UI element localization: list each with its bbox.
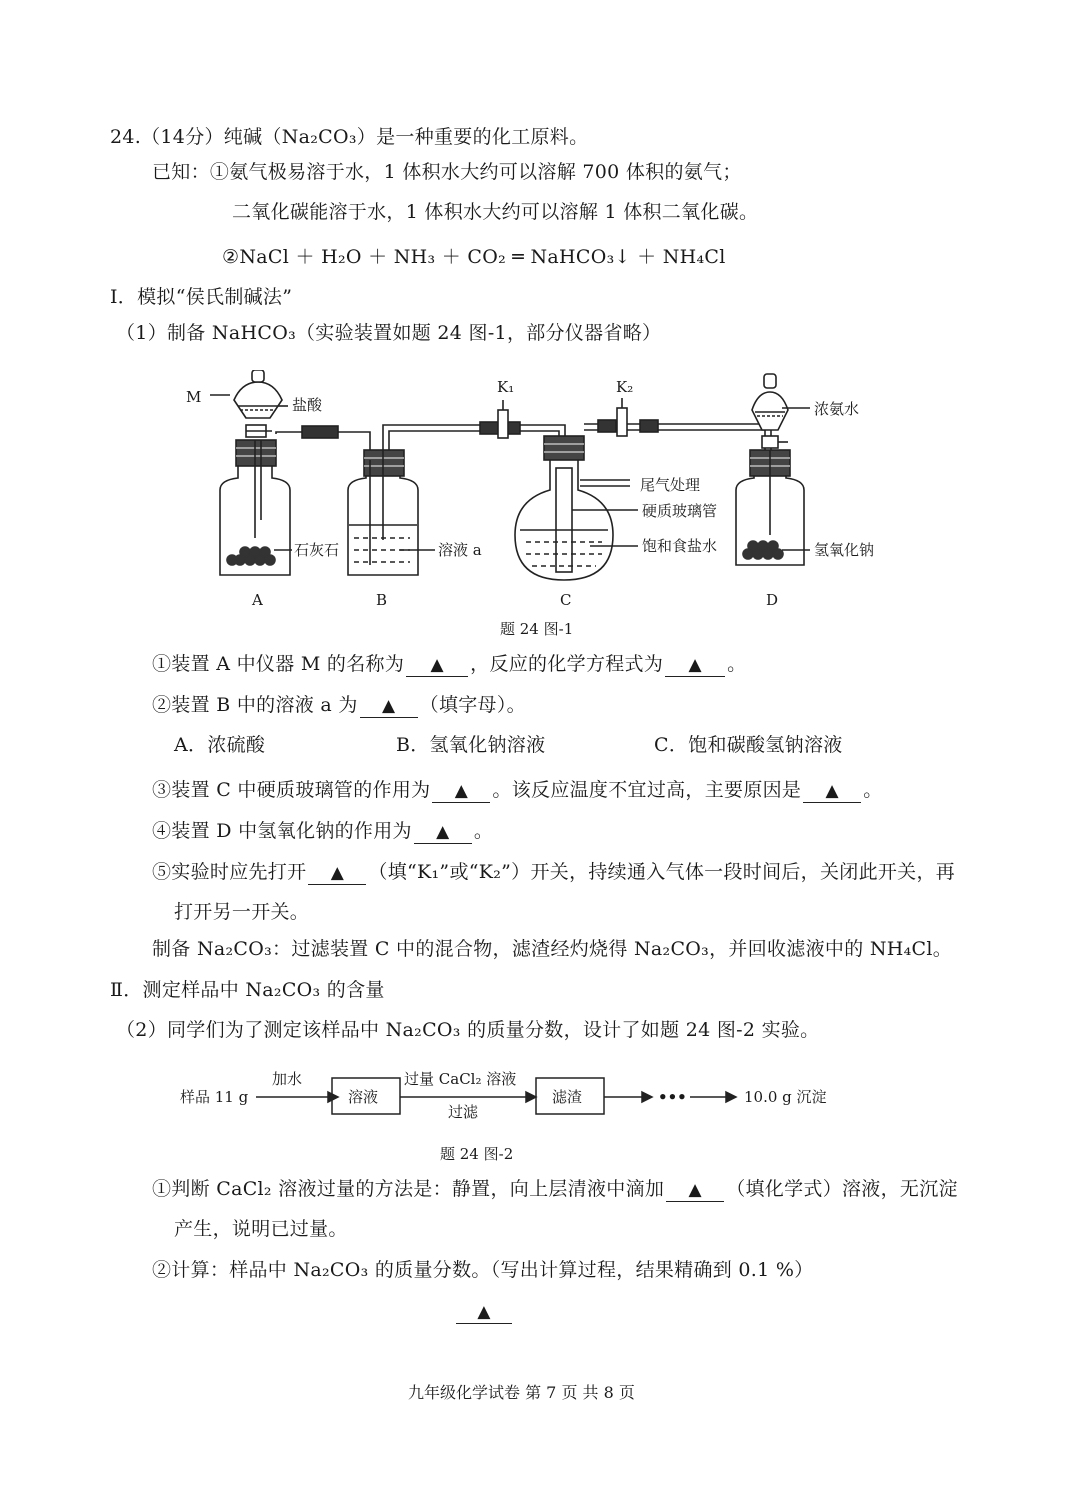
option-c: C．饱和碳酸氢钠溶液 — [654, 734, 843, 756]
answer-blank[interactable]: ▲ — [456, 1301, 512, 1324]
part1-subquestion: （1）制备 NaHCO₃（实验装置如题 24 图-1，部分仪器省略） — [116, 322, 662, 344]
p2-q2-answer-area — [454, 1298, 514, 1324]
q2-text-b: （填字母）。 — [419, 694, 526, 716]
label-limestone: 石灰石 — [294, 541, 340, 559]
flow-dots: ••• — [658, 1088, 687, 1106]
option-a: A．浓硫酸 — [174, 734, 266, 756]
known-info-2-equation: ②NaCl ＋ H₂O ＋ NH₃ ＋ CO₂ ═ NaHCO₃↓ ＋ NH₄Cl — [222, 246, 726, 268]
flow-solution: 溶液 — [348, 1088, 379, 1106]
flow-residue: 滤渣 — [552, 1088, 583, 1106]
flask-c — [515, 436, 638, 580]
flow-excess-cacl2: 过量 CaCl₂ 溶液 — [404, 1070, 517, 1088]
q3-text-b: 。该反应温度不宜过高，主要原因是 — [492, 779, 802, 801]
answer-blank[interactable]: ▲ — [803, 780, 861, 803]
answer-blank[interactable]: ▲ — [308, 862, 366, 885]
label-hcl: 盐酸 — [292, 396, 323, 414]
q3-text-a: ③装置 C 中硬质玻璃管的作用为 — [152, 779, 431, 801]
q5-text-b: （填“K₁”或“K₂”）开关，持续通入气体一段时间后，关闭此开关，再 — [368, 861, 956, 883]
q3-line — [152, 777, 883, 803]
label-ammonia: 浓氨水 — [814, 400, 860, 418]
p2-q1-text-a: ①判断 CaCl₂ 溶液过量的方法是：静置，向上层清液中滴加 — [152, 1178, 665, 1200]
label-brine: 饱和食盐水 — [642, 537, 718, 555]
q4-text-a: ④装置 D 中氢氧化钠的作用为 — [152, 820, 412, 842]
label-c: C — [560, 591, 572, 609]
known-info-1b: 二氧化碳能溶于水，1 体积水大约可以溶解 1 体积二氧化碳。 — [232, 201, 759, 223]
figure-1-caption: 题 24 图-1 — [500, 620, 574, 638]
label-k1: K₁ — [497, 378, 515, 396]
label-b: B — [376, 591, 388, 609]
apparatus-diagram — [170, 370, 910, 615]
q3-text-c: 。 — [863, 779, 883, 801]
bottle-d — [736, 374, 810, 565]
answer-blank[interactable]: ▲ — [666, 1179, 724, 1202]
prep-na2co3: 制备 Na₂CO₃：过滤装置 C 中的混合物，滤渣经灼烧得 Na₂CO₃，并回收滤液中的 NH₄Cl。 — [152, 938, 953, 960]
p2-q1-line-cont: 产生，说明已过量。 — [174, 1218, 348, 1240]
label-solution-a: 溶液 a — [438, 541, 482, 559]
flow-precipitate: 10.0 g 沉淀 — [744, 1088, 827, 1106]
answer-blank[interactable]: ▲ — [360, 695, 418, 718]
known-info-1a: 已知：①氨气极易溶于水，1 体积水大约可以溶解 700 体积的氨气； — [152, 161, 742, 183]
figure-2-caption: 题 24 图-2 — [440, 1145, 514, 1163]
q5-line — [152, 859, 955, 885]
q2-line — [152, 692, 526, 718]
p2-q1-text-b: （填化学式）溶液，无沉淀 — [726, 1178, 958, 1200]
label-glass-tube: 硬质玻璃管 — [642, 502, 718, 520]
answer-blank[interactable]: ▲ — [406, 654, 468, 677]
label-k2: K₂ — [616, 378, 634, 396]
p2-q1-line — [152, 1176, 958, 1202]
q5-line-cont: 打开另一开关。 — [174, 901, 310, 923]
q4-text-b: 。 — [473, 820, 494, 842]
answer-blank[interactable]: ▲ — [414, 821, 472, 844]
part2-subquestion: （2）同学们为了测定该样品中 Na₂CO₃ 的质量分数，设计了如题 24 图-2 实验。 — [116, 1019, 820, 1041]
q5-text-a: ⑤实验时应先打开 — [152, 861, 307, 883]
flow-sample: 样品 11 g — [180, 1088, 249, 1106]
option-b: B．氢氧化钠溶液 — [396, 734, 546, 756]
part2-title: Ⅱ．测定样品中 Na₂CO₃ 的含量 — [110, 979, 385, 1001]
p2-q2-line: ②计算：样品中 Na₂CO₃ 的质量分数。（写出计算过程，结果精确到 0.1 %） — [152, 1259, 814, 1281]
q1-text-b: ，反应的化学方程式为 — [470, 653, 664, 675]
bottle-a — [210, 370, 292, 575]
flow-add-water: 加水 — [272, 1070, 303, 1088]
part1-title: Ⅰ．模拟“侯氏制碱法” — [110, 286, 293, 308]
q1-line — [152, 651, 746, 677]
page-footer: 九年级化学试卷 第 7 页 共 8 页 — [408, 1383, 635, 1402]
answer-blank[interactable]: ▲ — [665, 654, 725, 677]
question-header: 24.（14分）纯碱（Na₂CO₃）是一种重要的化工原料。 — [110, 126, 589, 148]
label-a: A — [252, 591, 263, 609]
flow-diagram — [170, 1062, 870, 1124]
bottle-b — [348, 450, 435, 575]
q2-text-a: ②装置 B 中的溶液 a 为 — [152, 694, 358, 716]
label-m: M — [186, 388, 202, 406]
q4-line — [152, 818, 493, 844]
q1-text-a: ①装置 A 中仪器 M 的名称为 — [152, 653, 405, 675]
q1-text-c: 。 — [727, 653, 747, 675]
label-d: D — [766, 591, 779, 609]
flow-filter: 过滤 — [448, 1103, 479, 1121]
label-naoh: 氢氧化钠 — [814, 541, 875, 559]
label-tail-gas: 尾气处理 — [640, 476, 701, 494]
answer-blank[interactable]: ▲ — [432, 780, 490, 803]
